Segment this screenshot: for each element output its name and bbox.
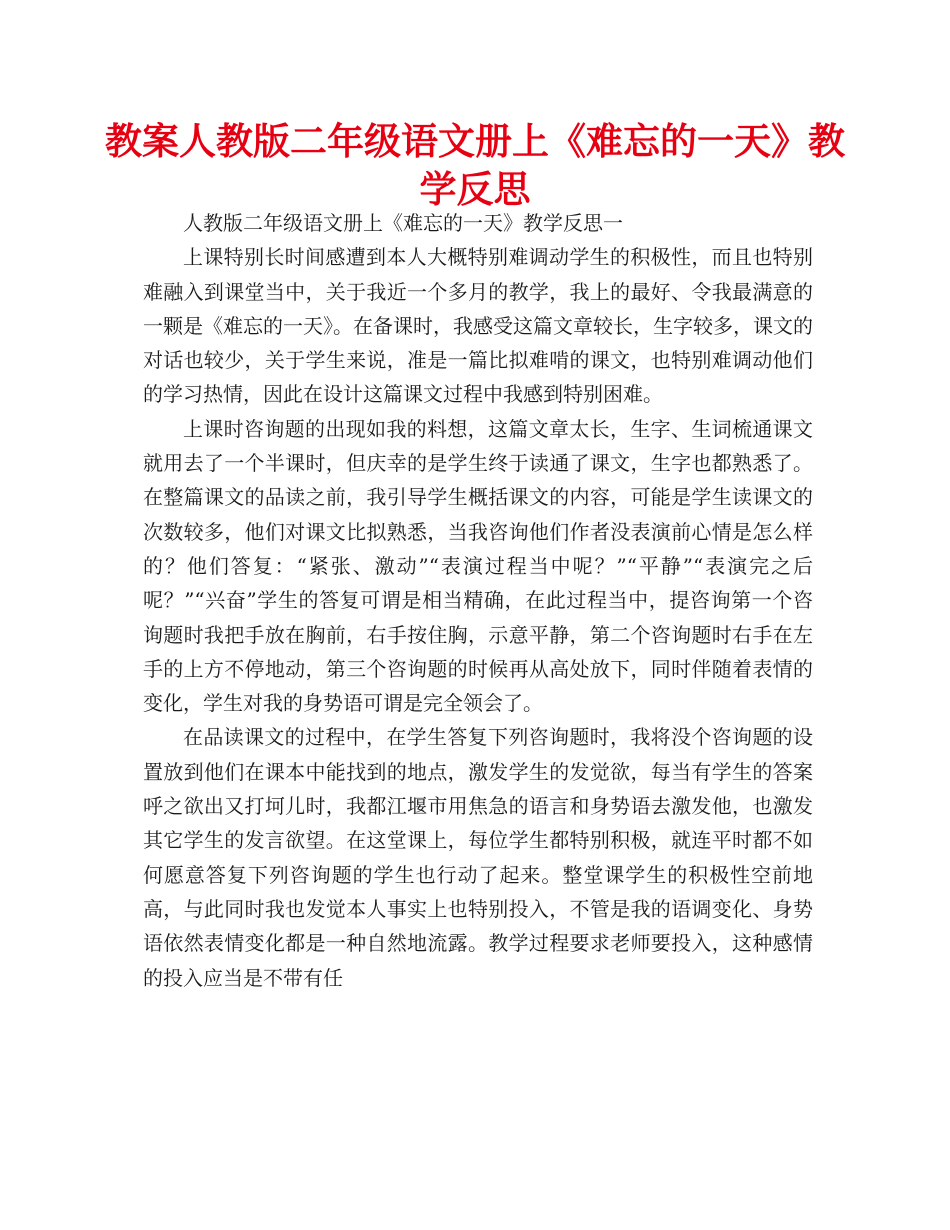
paragraph: 在品读课文的过程中，在学生答复下列咨询题时，我将没个咨询题的设置放到他们在课本中能找到的地点，激发学生的发觉欲，每当有学生的答案呼之欲出又打坷儿时，我都江堰市用焦急的语言和身势语去激发他，也激发其它学生的发言欲望。在这堂课上，每位学生都特别积极，就连平时都不如何愿意答复下列咨询题的学生也行动了起来。整堂课学生的积极性空前地高，与此同时我也发觉本人事实上也特别投入，不管是我的语调变化、身势语依然表情变化都是一种自然地流露。教学过程要求老师要投入，这种感情的投入应当是不带有任 [143,725,813,990]
document-body [143,206,813,995]
document-subtitle: 人教版二年级语文册上《难忘的一天》教学反思一 [183,211,623,235]
paragraph: 上课时咨询题的出现如我的料想，这篇文章太长，生字、生词梳通课文就用去了一个半课时，但庆幸的是学生终于读通了课文，生字也都熟悉了。在整篇课文的品读之前，我引导学生概括课文的内容，可能是学生读课文的次数较多，他们对课文比拟熟悉，当我咨询他们作者没表演前心情是怎么样的？他们答复：“紧张、激动”“表演过程当中呢？”“平静”“表演完之后呢？”“兴奋”学生的答复可谓是相当精确，在此过程当中，提咨询第一个咨询题时我把手放在胸前，右手按住胸，示意平静，第二个咨询题时右手在左手的上方不停地动，第三个咨询题的时候再从高处放下，同时伴随着表情的变化，学生对我的身势语可谓是完全领会了。 [143,416,813,716]
paragraph: 上课特别长时间感遭到本人大概特别难调动学生的积极性，而且也特别难融入到课堂当中，关于我近一个多月的教学，我上的最好、令我最满意的一颗是《难忘的一天》。在备课时，我感受这篇文章较长，生字较多，课文的对话也较少，关于学生来说，准是一篇比拟难啃的课文，也特别难调动他们的学习热情，因此在设计这篇课文过程中我感到特别困难。 [143,245,813,407]
document-title: 教案人教版二年级语文册上《难忘的一天》教学反思 [105,120,845,211]
